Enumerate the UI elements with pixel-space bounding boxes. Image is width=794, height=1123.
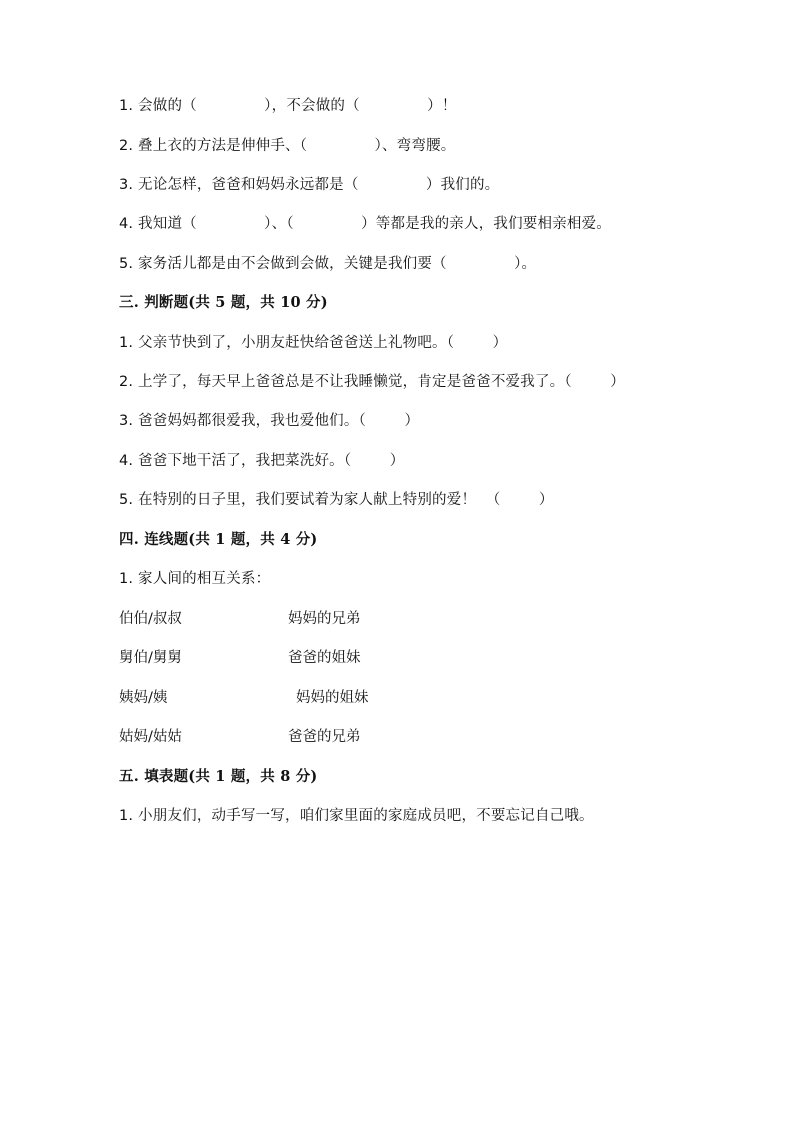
match-question: 1. 家人间的相互关系： xyxy=(119,571,271,587)
table-section-heading: 五. 填表题(共 1 题，共 8 分) xyxy=(119,768,318,785)
judge-question-4: 4. 爸爸下地干活了，我把菜洗好。（ ） xyxy=(119,453,405,469)
match-right-item: 妈妈的兄弟 xyxy=(288,611,361,627)
fill-blank-question-4: 4. 我知道（ ）、（ ）等都是我的亲人，我们要相亲相爱。 xyxy=(119,216,611,232)
match-left-item: 姑妈/姑姑 xyxy=(119,729,182,745)
judge-question-3: 3. 爸爸妈妈都很爱我，我也爱他们。（ ） xyxy=(119,413,420,429)
match-right-item: 妈妈的姐妹 xyxy=(296,690,369,706)
judge-section-heading: 三. 判断题(共 5 题，共 10 分) xyxy=(119,294,328,311)
judge-question-5: 5. 在特别的日子里，我们要试着为家人献上特别的爱！ （ ） xyxy=(119,492,554,508)
match-left-item: 舅伯/舅舅 xyxy=(119,650,182,666)
fill-blank-question-5: 5. 家务活儿都是由不会做到会做，关键是我们要（ ）。 xyxy=(119,256,537,272)
match-left-item: 伯伯/叔叔 xyxy=(119,611,182,627)
fill-blank-question-3: 3. 无论怎样，爸爸和妈妈永远都是（ ）我们的。 xyxy=(119,177,500,193)
match-left-item: 姨妈/姨 xyxy=(119,690,168,706)
judge-question-1: 1. 父亲节快到了，小朋友赶快给爸爸送上礼物吧。（ ） xyxy=(119,335,508,351)
table-question: 1. 小朋友们，动手写一写，咱们家里面的家庭成员吧，不要忘记自己哦。 xyxy=(119,808,594,824)
fill-blank-question-1: 1. 会做的（ ），不会做的（ ）！ xyxy=(119,98,457,114)
fill-blank-question-2: 2. 叠上衣的方法是伸伸手、（ ）、弯弯腰。 xyxy=(119,138,456,154)
match-right-item: 爸爸的兄弟 xyxy=(288,729,361,745)
judge-question-2: 2. 上学了，每天早上爸爸总是不让我睡懒觉，肯定是爸爸不爱我了。（ ） xyxy=(119,374,625,390)
match-right-item: 爸爸的姐妹 xyxy=(288,650,361,666)
match-section-heading: 四. 连线题(共 1 题，共 4 分) xyxy=(119,531,318,548)
